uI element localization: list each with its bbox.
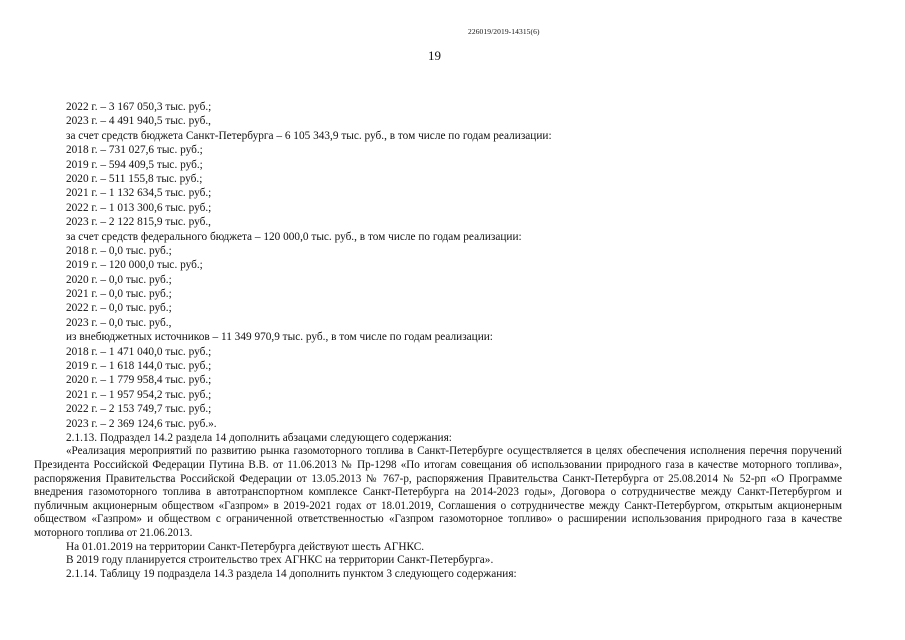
text-line: 2023 г. – 2 122 815,9 тыс. руб., bbox=[66, 216, 211, 229]
text-line: из внебюджетных источников – 11 349 970,9 тыс. руб., в том числе по годам реализации: bbox=[66, 331, 493, 344]
document-body bbox=[34, 100, 842, 581]
text-line: 2019 г. – 594 409,5 тыс. руб.; bbox=[66, 158, 203, 171]
text-line: за счет средств федерального бюджета – 120 000,0 тыс. руб., в том числе по годам реализации: bbox=[66, 230, 522, 243]
text-line: 2022 г. – 0,0 тыс. руб.; bbox=[66, 302, 172, 315]
text-line: 2018 г. – 0,0 тыс. руб.; bbox=[66, 244, 172, 257]
quoted-paragraph bbox=[34, 445, 842, 540]
text-line: 2023 г. – 0,0 тыс. руб., bbox=[66, 316, 172, 329]
section-heading-line: 2.1.14. Таблицу 19 подраздела 14.3 раздела 14 дополнить пунктом 3 следующего содержания: bbox=[66, 567, 517, 580]
text-line: 2022 г. – 3 167 050,3 тыс. руб.; bbox=[66, 101, 212, 113]
text-line: 2019 г. – 120 000,0 тыс. руб.; bbox=[66, 259, 203, 272]
quoted-paragraph-text: «Реализация мероприятий по развитию рынка газомоторного топлива в Санкт-Петербурге осуществляется в целях обеспечения исполнения перечня поручений Президента Российской Федерации Путина В.В. от 11.06.2013 № Пр-1298 «По итогам совещания об использовании природного газа в качестве моторного топлива», распоряжения Правительства Российской Федерации от 13.05.2013 № 767-р, распоряжения Правительства Санкт-Петербурга от 25.08.2014 № 52-рп «О Программе внедрения газомоторного топлива в автотранспортном комплексе Санкт-Петербурга на 2014-2023 годы», Договора о сотрудничестве между Санкт-Петербургом и публичным акционерным обществом «Газпром» в 2019-2021 годах от 18.01.2019, Соглашения о сотрудничестве между Санкт-Петербургом, открытым акционерным обществом «Газпром» и обществом с ограниченной ответственностью «Газпром газомоторное топливо» о расширении использования природного газа в качестве моторного топлива от 21.06.2013. bbox=[34, 445, 842, 539]
text-line: 2023 г. – 2 369 124,6 тыс. руб.». bbox=[66, 417, 217, 430]
document-id: 226019/2019-14315(6) bbox=[468, 27, 540, 36]
text-line: 2022 г. – 2 153 749,7 тыс. руб.; bbox=[66, 403, 212, 416]
text-line: 2020 г. – 511 155,8 тыс. руб.; bbox=[66, 172, 203, 185]
text-line: 2020 г. – 0,0 тыс. руб.; bbox=[66, 273, 172, 286]
text-line: 2022 г. – 1 013 300,6 тыс. руб.; bbox=[66, 201, 212, 214]
text-line: 2019 г. – 1 618 144,0 тыс. руб.; bbox=[66, 360, 212, 373]
text-line: за счет средств бюджета Санкт-Петербурга – 6 105 343,9 тыс. руб., в том числе по годам реализации: bbox=[66, 129, 552, 142]
text-line: 2021 г. – 1 132 634,5 тыс. руб.; bbox=[66, 187, 212, 200]
text-line: 2023 г. – 4 491 940,5 тыс. руб., bbox=[66, 115, 211, 128]
text-line: 2021 г. – 1 957 954,2 тыс. руб.; bbox=[66, 388, 212, 401]
text-line: На 01.01.2019 на территории Санкт-Петербурга действуют шесть АГНКС. bbox=[66, 540, 425, 553]
text-line: 2018 г. – 1 471 040,0 тыс. руб.; bbox=[66, 345, 212, 358]
page-number: 19 bbox=[428, 48, 441, 63]
text-line: 2018 г. – 731 027,6 тыс. руб.; bbox=[66, 144, 203, 157]
section-heading-line: 2.1.13. Подраздел 14.2 раздела 14 дополнить абзацами следующего содержания: bbox=[66, 431, 452, 444]
text-line: В 2019 году планируется строительство трех АГНКС на территории Санкт-Петербурга». bbox=[66, 554, 494, 567]
text-line: 2021 г. – 0,0 тыс. руб.; bbox=[66, 288, 172, 301]
text-line: 2020 г. – 1 779 958,4 тыс. руб.; bbox=[66, 374, 212, 387]
